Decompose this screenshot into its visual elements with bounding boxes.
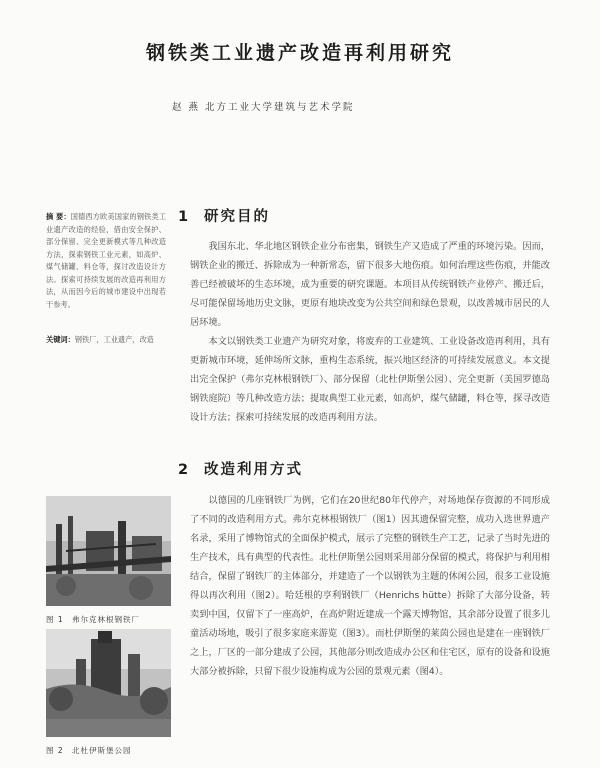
section-2-number: 2 — [178, 462, 191, 478]
keywords — [46, 334, 166, 347]
abstract-text: 国德西方欧美国家的钢铁类工业遗产改造的经验，借由安全保护、部分保留、完全更新模式等几种改造方法，探索钢铁工业元素，如高炉、煤气储罐、料仓等，探讨改造设计方法。探索可持续发展的改造再利用方法，从而因今后的城市建设中出现若干参考。 — [46, 212, 166, 309]
section-2-paragraph-1: 以德国的几座钢铁厂为例，它们在20世纪80年代停产，对场地保存资源的不同形成了不同的改造利用方式。弗尔克林根钢铁厂（图1）因其遗保留完整，成功入选世界遗产名录，采用了博物馆式的全面保护模式，展示了完整的钢铁生产工艺，记录了当时先进的生产技术，具有典型的代表性。北杜伊斯堡公园则采用部分保留的模式，将保护与利用相结合，保留了钢铁厂的主体部分，并建造了一个以钢铁为主题的休闲公园，很多工业设施得以再次利用（图2）。哈廷根的亨利钢铁厂（Henrichs hütte）拆除了大部分设备，转卖到中国，仅留下了一座高炉，在高炉附近建成一个露天博物馆，其余部分设置了很多儿童活动场地，吸引了很多家庭来游览（图3）。而杜伊斯堡的莱茵公园也是建在一座钢铁厂之上，厂区的一部分建成了公园，其他部分则改造成办公区和住宅区，原有的设备和设施大部分被拆除，只留下很少设施构成为公园的景观元素（图4）。 — [190, 495, 550, 677]
figure-2-text: 北杜伊斯堡公园 — [72, 746, 132, 755]
abstract — [46, 211, 166, 311]
section-1-paragraph-1: 我国东北、华北地区钢铁企业分布密集，钢铁生产又造成了严重的环境污染。因而，钢铁企业的搬迁、拆除成为一种新常态，留下很多大地伤痕。如何治理这些伤痕，并能改善已经被破坏的生态环境，成为重要的研究课题。本项目从传统钢铁产业停产、搬迁后，尽可能保留场地历史文脉，更原有地块改变为公共空间和绿色景观，以改善城市居民的人居环境。 — [190, 241, 550, 328]
keywords-text: 钢铁厂，工业遗产，改造 — [74, 335, 154, 344]
section-1-body — [190, 237, 550, 427]
section-2-title: 改造利用方式 — [204, 462, 303, 478]
author-line: 赵 燕 北方工业大学建筑与艺术学院 — [172, 102, 355, 113]
figure-1-caption — [46, 614, 140, 625]
section-2-heading — [178, 458, 303, 479]
paper-title: 钢铁类工业遗产改造再利用研究 — [145, 42, 454, 64]
figure-1-number: 图 1 — [46, 615, 64, 624]
keywords-label: 关键词： — [46, 335, 75, 344]
abstract-label: 摘 要： — [46, 212, 71, 221]
figure-2-photo — [46, 629, 171, 737]
section-1-heading — [178, 205, 270, 226]
figure-1-text: 弗尔克林根钢铁厂 — [72, 615, 140, 624]
section-1-paragraph-2: 本文以钢铁类工业遗产为研究对象，将废弃的工业建筑、工业设备改造再利用，具有更新城市环境，延伸场所文脉，重构生态系统，振兴地区经济的可持续发展意义。本文提出完全保护（弗尔克林根钢铁厂）、部分保留（北杜伊斯堡公园）、完全更新（美国罗德岛钢铁庭院）等几种改造方法；提取典型工业元素，如高炉，煤气储罐，料仓等，探寻改造设计方法；探索可持续发展的改造再利用方法。 — [190, 336, 550, 423]
steelworks-image — [46, 496, 171, 606]
figure-2-caption — [46, 745, 132, 756]
park-image — [46, 629, 171, 737]
figure-2-number: 图 2 — [46, 746, 64, 755]
section-2-body — [190, 491, 550, 681]
section-1-number: 1 — [178, 209, 191, 225]
figure-1-photo — [46, 496, 171, 606]
section-1-title: 研究目的 — [204, 209, 270, 225]
